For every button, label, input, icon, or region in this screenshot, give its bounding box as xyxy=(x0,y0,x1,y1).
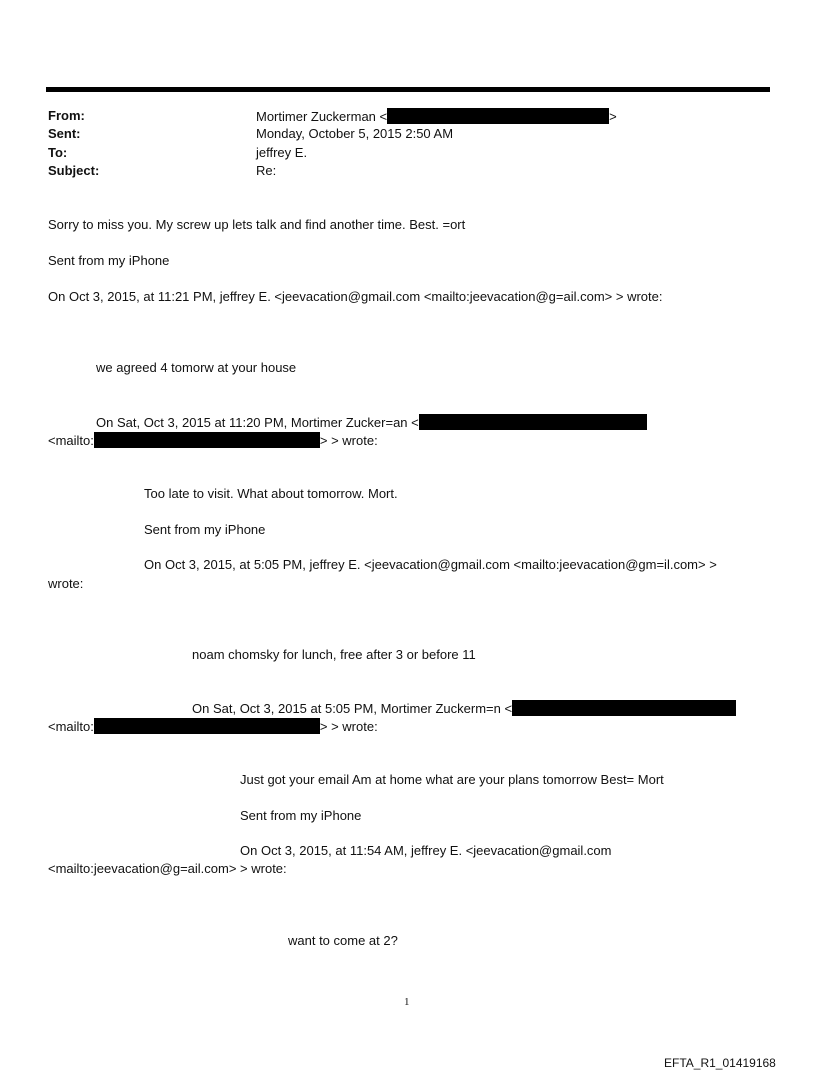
redaction-block xyxy=(387,108,609,124)
quote-line: Just got your email Am at home what are your plans tomorrow Best= Mort xyxy=(240,772,664,787)
quote-line: Sent from my iPhone xyxy=(144,522,266,537)
quote-line: we agreed 4 tomorw at your house xyxy=(96,360,297,375)
redaction-block xyxy=(419,414,647,430)
quote-line: want to come at 2? xyxy=(288,933,398,948)
from-label: From: xyxy=(48,108,85,123)
quote-line: Sent from my iPhone xyxy=(240,808,362,823)
body-line: On Oct 3, 2015, at 11:21 PM, jeffrey E. <jeevacation@gmail.com <mailto:jeevacation@g=ail.com> > wrote: xyxy=(48,289,663,304)
document-id: EFTA_R1_01419168 xyxy=(664,1056,776,1070)
quote-line: On Oct 3, 2015, at 11:54 AM, jeffrey E. <jeevacation@gmail.com xyxy=(240,843,612,858)
body-line: Sorry to miss you. My screw up lets talk and find another time. Best. =ort xyxy=(48,217,466,232)
sent-label: Sent: xyxy=(48,126,81,141)
quote-line xyxy=(48,432,378,448)
redaction-block xyxy=(512,700,736,716)
page-number: 1 xyxy=(404,996,410,1008)
mailto-prefix: <mailto: xyxy=(48,719,94,734)
quote-line xyxy=(96,414,647,430)
quote-line: <mailto:jeevacation@g=ail.com> > wrote: xyxy=(48,861,287,876)
redaction-block xyxy=(94,432,320,448)
sent-value: Monday, October 5, 2015 2:50 AM xyxy=(256,126,454,141)
body-line: Sent from my iPhone xyxy=(48,253,170,268)
to-value: jeffrey E. xyxy=(256,145,308,160)
quote-line: wrote: xyxy=(48,576,84,591)
quote-text: On Sat, Oct 3, 2015 at 11:20 PM, Mortimer Zucker=an < xyxy=(96,415,419,430)
subject-value: Re: xyxy=(256,163,277,178)
quote-text: > > wrote: xyxy=(319,433,378,448)
from-close: > xyxy=(609,109,617,124)
mailto-prefix: <mailto: xyxy=(48,433,94,448)
redaction-block xyxy=(94,718,320,734)
header-rule xyxy=(46,87,770,92)
quote-text: On Sat, Oct 3, 2015 at 5:05 PM, Mortimer Zuckerm=n < xyxy=(192,701,513,716)
quote-text: > > wrote: xyxy=(319,719,378,734)
subject-label: Subject: xyxy=(48,163,100,178)
quote-line: noam chomsky for lunch, free after 3 or before 11 xyxy=(192,647,476,662)
from-name: Mortimer Zuckerman < xyxy=(256,109,388,124)
quote-line xyxy=(48,718,378,734)
to-label: To: xyxy=(48,145,68,160)
quote-line: Too late to visit. What about tomorrow. Mort. xyxy=(144,486,398,501)
from-value xyxy=(256,108,617,124)
quote-line xyxy=(192,700,736,716)
quote-line: On Oct 3, 2015, at 5:05 PM, jeffrey E. <jeevacation@gmail.com <mailto:jeevacation@gm=il.com> > xyxy=(144,557,717,572)
